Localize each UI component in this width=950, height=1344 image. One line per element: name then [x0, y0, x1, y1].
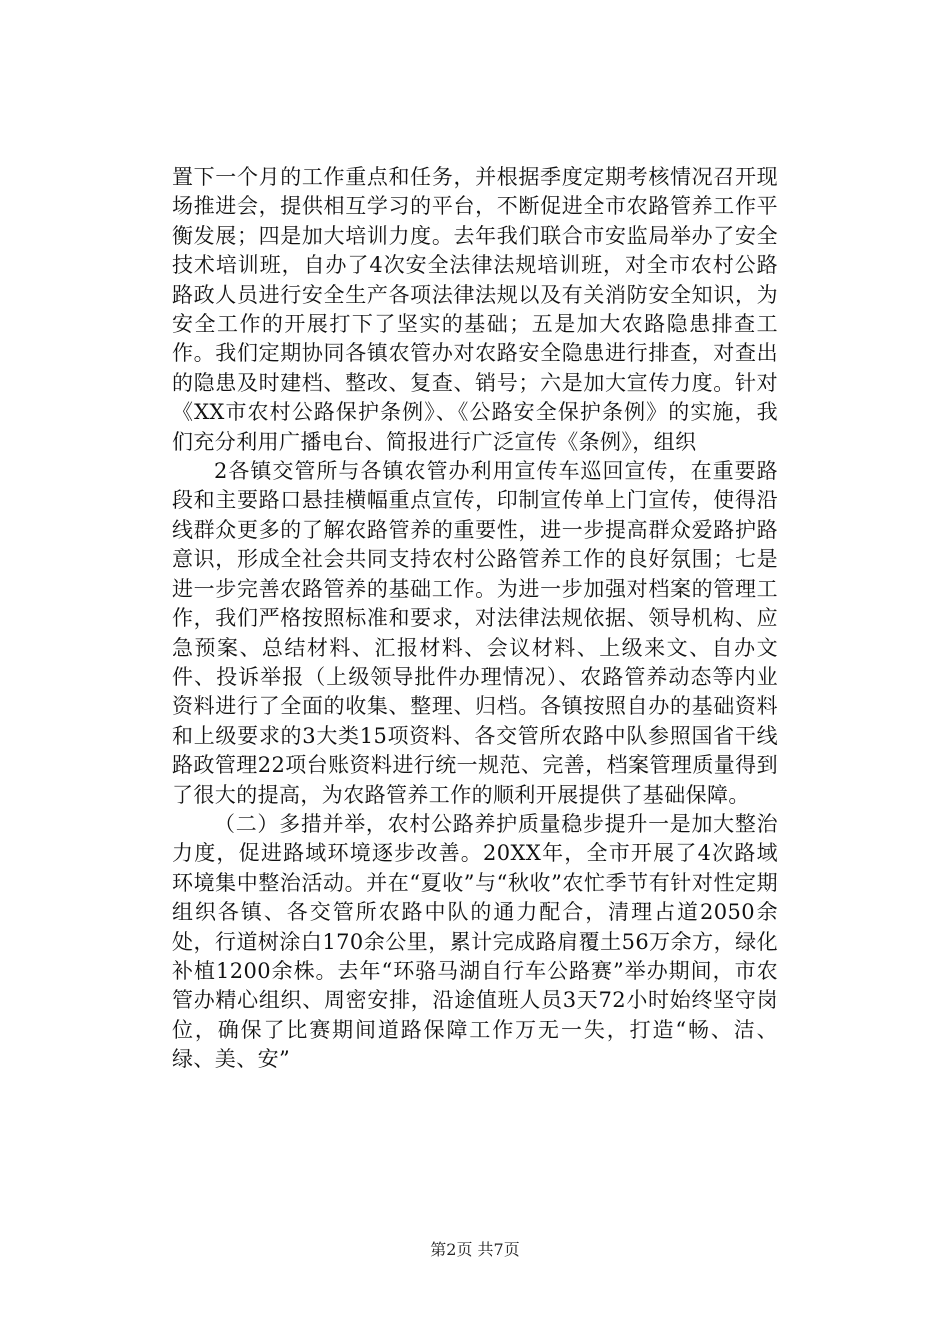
page-number-footer: 第2页 共7页 [430, 1240, 520, 1259]
paragraph-1: 置下一个月的工作重点和任务，并根据季度定期考核情况召开现场推进会，提供相互学习的平台，不断促进全市农路管养工作平衡发展；四是加大培训力度。去年我们联合市安监局举办了安全技术培训班，自办了4次安全法律法规培训班，对全市农村公路路政人员进行安全生产各项法律法规以及有关消防安全知识，为安全工作的开展打下了坚实的基础；五是加大农路隐患排查工作。我们定期协同各镇农管办对农路安全隐患进行排查，对查出的隐患及时建档、整改、复查、销号；六是加大宣传力度。针对《XX市农村公路保护条例》、《公路安全保护条例》的实施，我们充分利用广播电台、简报进行广泛宣传《条例》，组织 [172, 165, 778, 454]
document-body [172, 163, 778, 1075]
paragraph-2: 2各镇交管所与各镇农管办利用宣传车巡回宣传，在重要路段和主要路口悬挂横幅重点宣传，印制宣传单上门宣传，使得沿线群众更多的了解农路管养的重要性，进一步提高群众爱路护路意识，形成全社会共同支持农村公路管养工作的良好氛围；七是进一步完善农路管养的基础工作。为进一步加强对档案的管理工作，我们严格按照标准和要求，对法律法规依据、领导机构、应急预案、总结材料、汇报材料、会议材料、上级来文、自办文件、投诉举报（上级领导批件办理情况）、农路管养动态等内业资料进行了全面的收集、整理、归档。各镇按照自办的基础资料和上级要求的3大类15项资料、各交管所农路中队参照国省干线路政管理22项台账资料进行统一规范、完善，档案管理质量得到了很大的提高，为农路管养工作的顺利开展提供了基础保障。 [172, 459, 778, 807]
paragraph-3: （二）多措并举，农村公路养护质量稳步提升一是加大整治力度，促进路域环境逐步改善。20XX年，全市开展了4次路域环境集中整治活动。并在“夏收”与“秋收”农忙季节有针对性定期组织各镇、各交管所农路中队的通力配合，清理占道2050余处，行道树涂白170余公里，累计完成路肩覆土56万余方，绿化补植1200余株。去年“环骆马湖自行车公路赛”举办期间，市农管办精心组织、周密安排，沿途值班人员3天72小时始终坚守岗位，确保了比赛期间道路保障工作万无一失，打造“畅、洁、绿、美、安” [172, 811, 778, 1072]
